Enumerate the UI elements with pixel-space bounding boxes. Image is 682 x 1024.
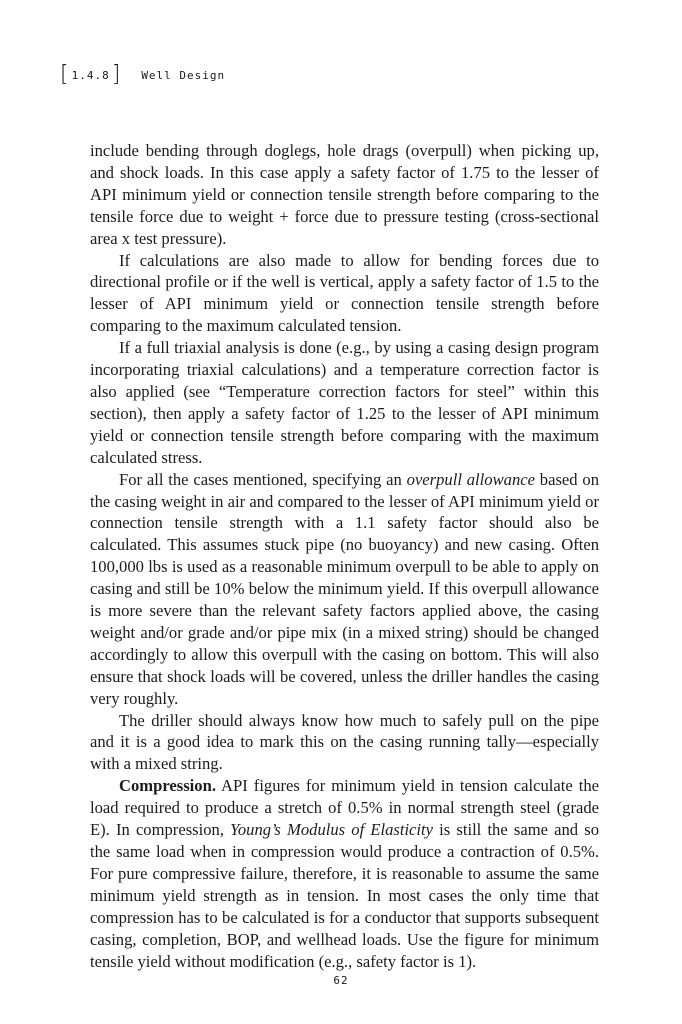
paragraph-5 — [90, 710, 599, 776]
paragraph-2-text: If calculations are also made to allow for bending forces due to directional profile or if the well is vertical, apply a safety factor of 1.5 to the lesser of API minimum yield or connection tensile strength before comparing to the maximum calculated tension. — [90, 250, 599, 336]
compression-heading: Compression. — [119, 776, 216, 796]
running-header — [60, 64, 225, 86]
youngs-modulus-term: Young’s Modulus of Elasticity — [230, 820, 434, 840]
paragraph-5-text: The driller should always know how much to safely pull on the pipe and it is a good idea to mark this on the casing running tally—especially with a mixed string. — [90, 710, 599, 774]
bracket-open: [ — [60, 62, 70, 87]
overpull-allowance-term: overpull allowance — [406, 469, 535, 489]
paragraph-4 — [90, 469, 599, 710]
paragraph-3 — [90, 337, 599, 468]
paragraph-2 — [90, 250, 599, 338]
bracket-close: ] — [111, 62, 122, 87]
paragraph-1 — [90, 140, 599, 250]
paragraph-6 — [90, 775, 599, 972]
paragraph-4-text-b: based on the casing weight in air and compared to the lesser of API minimum yield or connection tensile strength with a 1.1 safety factor should also be calculated. This assumes stuck pipe (no buoyancy) and new casing. Often 100,000 lbs is used as a reasonable minimum overpull to be able to apply on casing and still be 10% below the minimum yield. If this overpull allowance is more severe than the relevant safety factors applied above, the casing weight and/or grade and/or pipe mix (in a mixed string) should be changed accordingly to allow this overpull with the casing on bottom. This will also ensure that shock loads will be covered, unless the driller handles the casing very roughly. — [90, 469, 599, 708]
paragraph-6-text-a: API figures for minimum yield in tension calculate the load required to produce a stretch of 0.5% in normal strength steel (grade E). In compression, — [90, 776, 599, 840]
paragraph-1-text: include bending through doglegs, hole drags (overpull) when picking up, and shock loads. In this case apply a safety factor of 1.75 to the lesser of API minimum yield or connection tensile strength before comparing to the tensile force due to weight + force due to pressure testing (cross-sectional area x test pressure). — [90, 141, 599, 248]
section-title: Well Design — [141, 68, 226, 82]
paragraph-4-text-a: For all the cases mentioned, specifying an — [119, 469, 407, 489]
body-text — [90, 140, 599, 972]
paragraph-3-text: If a full triaxial analysis is done (e.g., by using a casing design program incorporating triaxial calculations) and a temperature correction factor is also applied (see “Temperature correction factors for steel” within this section), then apply a safety factor of 1.25 to the lesser of API minimum yield or connection tensile strength before comparing with the maximum calculated stress. — [90, 338, 599, 467]
page-number: 62 — [333, 974, 349, 987]
section-number: 1.4.8 — [71, 68, 110, 82]
paragraph-6-text-b: is still the same and so the same load when in compression would produce a contraction of 0.5%. For pure compressive failure, therefore, it is reasonable to assume the same minimum yield strength as in tension. In most cases the only time that compression has to be calculated is for a conductor that supports subsequent casing, completion, BOP, and wellhead loads. Use the figure for minimum tensile yield without modification (e.g., safety factor is 1). — [90, 820, 600, 971]
